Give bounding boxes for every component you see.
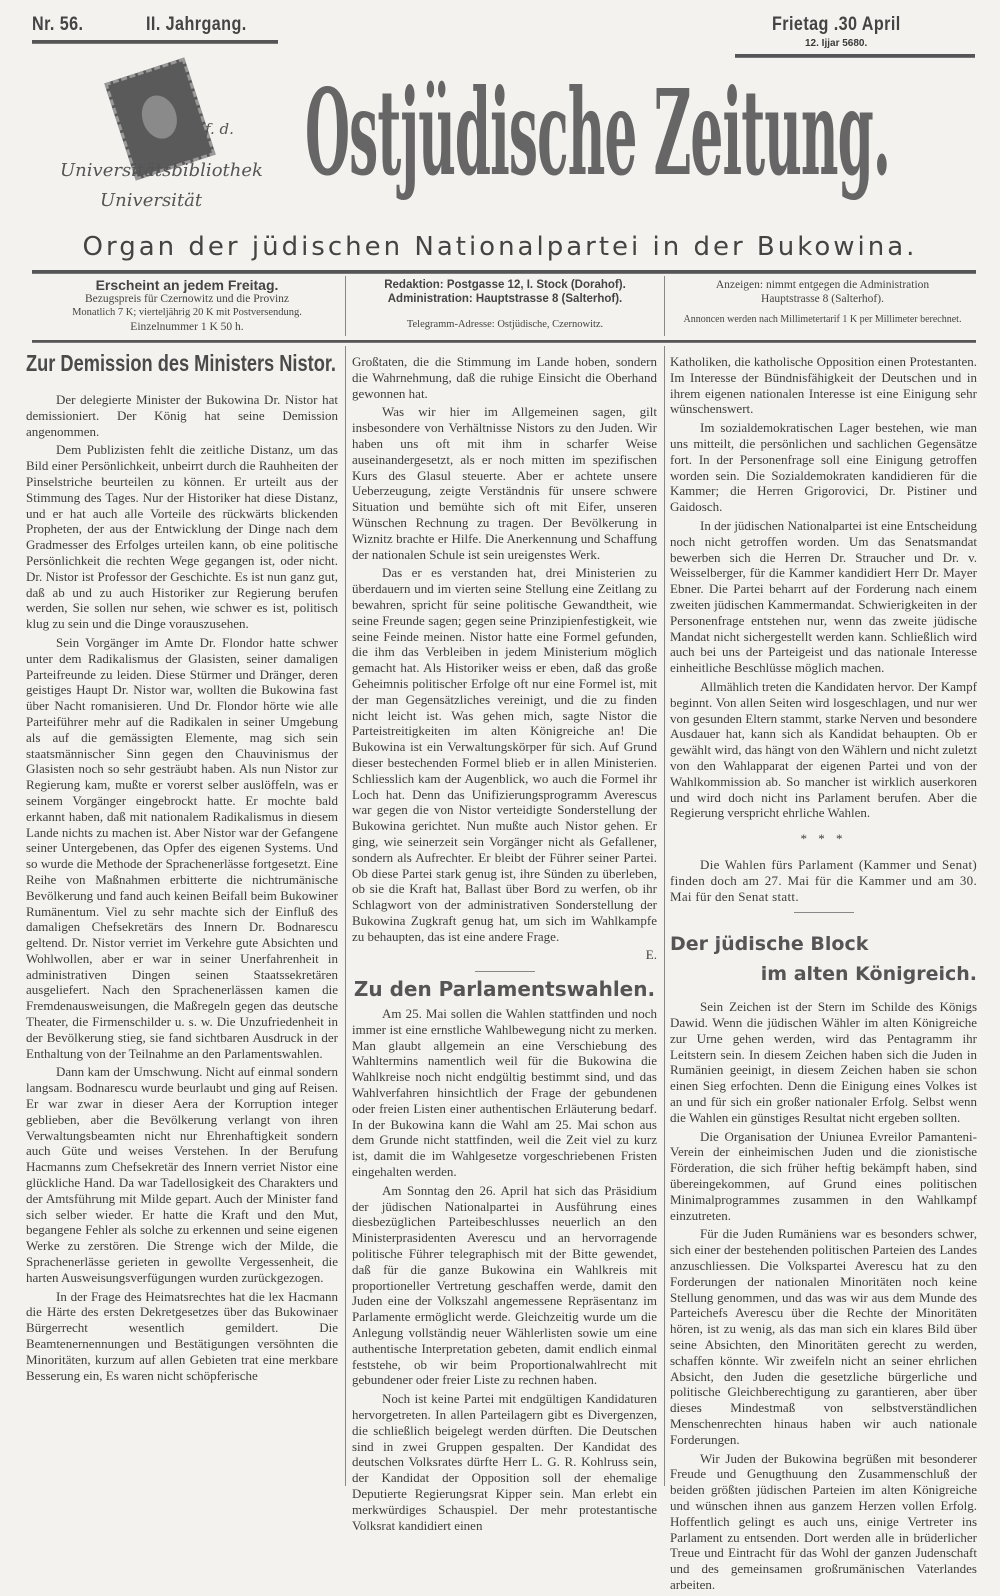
article-title-line: im alten Königreich. (760, 963, 977, 986)
info-rule (32, 340, 976, 343)
handwritten-note-1: f. d. (205, 120, 234, 138)
column-divider (664, 346, 665, 1486)
paragraph: Was wir hier im Allgemeinen sagen, gilt insbesondere von Verhältnisse Nistors zu den Juden. Wir haben uns oft mit ihm in scharfer Weise auseinandergesetzt, als er noch mitten im spezifischen Kurs des Glasul steuerte. Aber er achtete unsere Ueberzeugung, zeigte Verständnis für unsere schwere Situation und bemühte sich oft mit Eifer, unseren Wünschen Rechnung zu tragen. Der Bevölkerung in Wiznitz brachte er Hilfe. Die Anerkennung und Schaffung der nationalen Schule ist sein ureigenstes Werk. (352, 404, 657, 562)
info-frequency: Erscheint an jedem Freitag. (95, 277, 279, 293)
masthead (305, 58, 895, 208)
election-date-note: Die Wahlen fürs Parlament (Kammer und Senat) finden doch am 27. Mai für die Kammer und am 30. Mai für den Senat statt. (670, 856, 977, 904)
paragraph: In der Frage des Heimatsrechtes hat die lex Hacmann die Härte des ersten Dekretgesetzes über das Bukowinaer Bürgerrecht wesentlich gemildert. Die Beamtenernennungen und Bestätigungen versöhnten die Minoritäten, kurzum auf allen Gebieten trat eine merkbare Besserung ein, Es waren nicht schöpferische (26, 1288, 338, 1383)
paragraph: Im sozialdemokratischen Lager bestehen, wie man uns mitteilt, die persönlichen und sachlichen Gegensätze fort. In der Personenfrage soll eine Einigung getroffen worden sein. Die Sozialdemokraten kandidieren für die Kammer; die Herren Grigorovici, Dr. Pistiner und Gaidosch. (670, 420, 977, 515)
volume: II. Jahrgang. (146, 14, 247, 35)
article-title-nistor-wrap (26, 350, 338, 386)
masthead-subtitle: Organ der jüdischen Nationalpartei in der Bukowina. (82, 232, 918, 262)
info-line: Administration: Hauptstrasse 8 (Salterhof). (387, 293, 623, 305)
paragraph: Katholiken, die katholische Opposition einen Protestanten. Im Interesse der Bündnisfähigkeit der Deutschen und in ihrem eigenen nationalen Interesse ist eine Einigung sehr wünschenswert. (670, 354, 977, 417)
paragraph: Dem Publizisten fehlt die zeitliche Distanz, um das Bild einer Persönlichkeit, unbeirrt durch die Rauhheiten der Pinselstriche beurteilen zu können. Er urteilt aus der Stimmung des Tages. Nur der Historiker hat diese Distanz, und er hat auch alle Vorteile des rückwärts blickenden Propheten, der aus der Entwicklung der Dinge nach dem Gradmesser des Erfolges urteilen kann, ob eine politische Persönlichkeit die rechten Wege gegangen ist, oder nicht. Dr. Nistor ist Professor der Geschichte. Es ist nun ganz gut, daß ab und zu auch Historiker zur Regierung berufen werden, Sie sollen nur sehen, wie schwer es ist, politisch klug zu sein und die Dinge vorauszusehen. (26, 442, 338, 632)
header-rule-left (32, 40, 278, 44)
paragraph: Allmählich treten die Kandidaten hervor. Der Kampf beginnt. Von allen Seiten wird losgeschlagen, und nur wer von gesunden Eltern stammt, starke Nerven und besondere Ausdauer hat, kann sich als Kandidat behaupten. Ob er gewählt wird, das hängt von den Wählern und nicht zuletzt von den Wahlapparat der eigenen Partei und von der Wahlkommission ab. So mancher ist wirklich auserkoren und wird doch nicht ins Parlament berufen. Aber die Regierung verspricht ehrliche Wahlen. (670, 678, 977, 821)
paragraph: Am Sonntag den 26. April hat sich das Präsidium der jüdischen Nationalpartei in Ausführung eines diesbezüglichen Parteibeschlusses neuerlich an den Ministerprasidenten Averescu und an hervorragende politische Führer telegraphisch mit der Bitte gewendet, daß für die ganze Bukowina ein Wahlkreis mit proportioneller Vertretung geschaffen werde, damit den Juden eine der Volkszahl angemessene Repräsentanz im Parlamente ermöglicht werde. Gleichzeitig wurde um die Anlegung vollständig neuer Wählerlisten sowie um eine authentische Interpretation gebeten, damit endlich einmal feststehe, ob wir beim Proportionalwahlrecht mit gebundener oder freier Liste zu rechnen haben. (352, 1182, 657, 1388)
paragraph: Für die Juden Rumäniens war es besonders schwer, sich einer der bestehenden politischen Parteien des Landes anzuschliessen. Die Volkspartei Averescu hat zu den Forderungen der nationalen Minoritäten noch keine Stellung genommen, und das was wir aus dem Munde des Parteichefs Averescu über die Rechte der Minoritäten hören, ist zu wenig, als das man sich ein klares Bild über seine Absichten, den Minoritäten gerecht zu werden, schaffen könnte. Wir zweifeln nicht an seiner ehrlichen Absicht, den Juden die gesetzliche bürgerliche und politische Gleichberechtigung zu garantieren, aber über dieses Mindestmaß von selbstverständlichen Menschenrechten hinaus haben wir auch nationale Forderungen. (670, 1226, 977, 1447)
column-2 (352, 354, 657, 1536)
article-body-nistor-cont (352, 354, 657, 944)
info-line: Redaktion: Postgasse 12, I. Stock (Dorahof). (384, 279, 626, 291)
info-divider (345, 276, 346, 336)
section-stars: * * * (800, 831, 847, 847)
info-line: Hauptstrasse 8 (Salterhof). (761, 293, 884, 305)
article-title-wahlen: Zu den Parlamentswahlen. (353, 977, 656, 1002)
handwritten-note-2: Universitätsbibliothek (60, 160, 263, 181)
article-body-wahlen-cont (670, 354, 977, 821)
paragraph: Wir Juden der Bukowina begrüßen mit besonderer Freude und Genugthuung den Zusammenschluß der beiden größten jüdischen Parteien im alten Königreiche und wünschen ihnen aus ganzem Herzen vollen Erfolg. Hoffentlich gelingt es auch uns, einige Vertreter ins Parlament zu entsenden. Dort werden alle in brüderlicher Treue und Eintracht für das Wohl der ganzen Judenschaft und des gemeinsamen großrumänischen Vaterlandes arbeiten. (670, 1450, 977, 1592)
masthead-title: Ostjüdische Zeitung. (305, 63, 890, 202)
article-body-wahlen (352, 1006, 657, 1533)
article-separator (794, 912, 854, 913)
column-divider (345, 346, 346, 1486)
paragraph: In der jüdischen Nationalpartei ist eine Entscheidung noch nicht getroffen worden. Um das Senatsmandat bewerben sich die Herren Dr. Straucher und Dr. v. Weisselberger, für die Kammer kandidiert Herr Dr. Mayer Ebner. Die Partei beharrt auf der Forderung nach einem zweiten jüdischen Kammermandat. Schwierigkeiten in der Personenfrage entstehen nur, wenn das zweite jüdische Mandat nicht sichergestellt werden kann. Schließlich wird auch bei uns der Parteigeist und das nationale Interesse einheitliche Beschlüsse möglich machen. (670, 517, 977, 676)
article-title-nistor: Zur Demission des Ministers Nistor. (26, 350, 336, 376)
info-telegram: Telegramm-Adresse: Ostjüdische, Czernowitz. (406, 319, 604, 330)
article-title-block (670, 929, 977, 989)
paragraph: Am 25. Mai sollen die Wahlen stattfinden und noch immer ist eine ernstliche Wahlbewegung nicht zu merken. Man glaubt allgemein an eine Verschiebung des Wahltermins namentlich weil für die Bukowina die Wahlkreise noch nicht endgültig bestimmt sind, und das Wahlverfahren hinsichtlich der Frage der gebundenen oder freien Listen einer authentischen Erläuterung bedarf. In der Bukowina kann die Wahl am 25. Mai schon aus dem Grunde nicht stattfinden, weil die Zeit viel zu kurz ist, damit die im Wahlgesetze vorgeschriebenen Fristen eingehalten werden. (352, 1006, 657, 1180)
info-line: Monatlich 7 K; vierteljährig 20 K mit Postversendung. (72, 307, 302, 318)
info-ads (670, 278, 975, 326)
paragraph: Großtaten, die die Stimmung im Lande hoben, sondern die Wahrnehmung, daß die ruhige Einsicht die Oberhand gewonnen hat. (352, 354, 657, 401)
article-body-block (670, 999, 977, 1592)
issue-date: Frietag .30 April (772, 14, 901, 35)
paragraph: Der delegierte Minister der Bukowina Dr. Nistor hat demissioniert. Der König hat seine Demission angenommen. (26, 392, 338, 439)
masthead-rule (32, 270, 976, 274)
paragraph: Dann kam der Umschwung. Nicht auf einmal sondern langsam. Bodnarescu wurde beurlaubt und ging auf Reisen. Er war zwar in dieser Aera der Korruption integer geblieben, aber die Bevölkerung verlangt von ihren Verwaltungsbeamten nicht nur Ehrenhaftigkeit sondern auch Güte und weises Verstehen. In der Berufung Hacmanns zum Chefsekretär des Innern verriet Nistor eine glückliche Hand. Da war Tadellosigkeit des Charakters und der Amtsführung mit Milde gepart. Auch der Minister fand sich selber wieder. Er hatte die Kraft und den Mut, begangene Fehler als solche zu erkennen und seine eigenen Werke zu zerstören. Die Strenge wich der Milde, die Sprachenerlässe gerieten in gewollte Vergessenheit, die harten Ausweisungsverfügungen wurden zurückgezogen. (26, 1064, 338, 1285)
article-separator (475, 971, 535, 972)
info-line: Einzelnummer 1 K 50 h. (130, 321, 244, 333)
paragraph: Das er es verstanden hat, drei Ministerien zu überdauern und im vierten seine Stellung eine Zeitlang zu bewahren, spricht für seine politische Gewandtheit, wie seine Freunde sagen; gegen seine Prinzipienfestigkeit, wie seine Feinde meinen. Nistor hatte eine Formel gefunden, die ihm das Verbleiben in jedem Ministerium möglich gemacht hat. Als Historiker weiss er eben, daß das große Geheimnis politischer Erfolge oft nur eine Formel ist, mit der man Gegensätzliches vereinigt, und die zu finden nicht leicht ist. Was gehen mich, sagte Nistor die Parteistreitigkeiten im alten Königreiche an! Die Bukowina ist ein Verwaltungskörper für sich. Auf Grund dieser bestechenden Formel blieb er in allen Ministerien. Schliesslich kam der Augenblick, wo auch die Formel ihr Loch hat. Denn das Unifizierungsprogramm Averescus war gegen die von Nistor verteidigte Sonderstellung der Bukowina gerichtet. Nun mußte auch Nistor gehen. Er ging, wie seinerzeit sein Vorgänger nicht als Gefallener, sondern als Aufrechter. Er bleibt der Führer seiner Partei. Ob diese Partei stark genug ist, ihre Sünden zu überleben, ob sie die Kraft hat, Ballast über Bord zu werfen, ob ihr Schlagwort von der administrativen Sonderstellung der Bukowina Zugkraft genug hat, um sich im Wahlkampfe zu behaupten, das ist eine andere Frage. (352, 565, 657, 944)
paragraph: Sein Vorgänger im Amte Dr. Flondor hatte schwer unter dem Radikalismus der Glasisten, seiner damaligen Parteifreunde zu leiden. Diese Stürmer und Dränger, deren geistiges Haupt Dr. Nistor war, wollten die Bukowina fast über Nacht romanisieren. Und Dr. Flondor hörte wie alle Parteiführer mehr auf die Radikalen in seiner Umgebung als auf die gemässigten Elemente, mag sich sein staatsmännischer Sinn gegen den Chauvinismus der Glasisten noch so sehr gesträubt haben. Als nun Nistor zur Regierung kam, mußte er vorerst selber auslöffeln, was er seinem Vorgänger eingebrockt hatte. Er mochte bald erkannt haben, daß mit nationalem Radikalismus in diesem Lande nichts zu machen ist. Aber Nistor war der Gefangene seiner Untergebenen, das Opfer des eigenen Systems. Und so wurde die Methode der Sprachenerlässe fortgesetzt. Eine Reihe von Maßnahmen erbitterte die nichtrumänische Bevölkerung und fand auch keinen Beifall beim Bukowiner Rumänentum. Viel zu sehr machte sich der Einfluß des damaligen Chefsekretärs des Innern Dr. Bodnarescu geltend. Dr. Nistor verriet im Verkehre gute Absichten und Wohlwollen, aber er war in seiner Unerfahrenheit in administrativen Dingen seinen Staatssekretären ausgeliefert. Nach den Sprachenerlässen kamen die Fremdenausweisungen, die Maßregeln gegen das deutsche Theater, die Firmenschilder u. s. w. Die Unzufriedenheit in der Bevölkerung stieg, sie fand sichtbaren Ausdruck in der Enthaltung von der Teilnahme an den Parlamentswahlen. (26, 634, 338, 1061)
article-signature: E. (645, 947, 657, 963)
info-editorial (350, 278, 660, 332)
column-3 (670, 354, 977, 1596)
handwritten-note-3: Universität (100, 190, 203, 211)
info-note: Annoncen werden nach Millimetertarif 1 K per Millimeter berechnet. (683, 314, 962, 325)
info-line: Anzeigen: nimmt entgegen die Administration (715, 279, 930, 291)
info-divider (664, 276, 665, 336)
paragraph: Noch ist keine Partei mit endgültigen Kandidaturen hervorgetreten. In allen Parteilagern gibt es Divergenzen, die schließlich beigelegt werden dürften. Die Deutschen sind in zwei Gruppen gespalten. Der Kandidat des deutschen Volksrates dürfte Herr L. G. R. Kohlruss sein, der Kandidat der Opposition soll der ehemalige Deputierte Regierungsrat Kipper sein. Man erlebt ein merkwürdiges Schauspiel. Der mehr protestantische Volksrat kandidiert einen (352, 1391, 657, 1533)
info-line: Bezugspreis für Czernowitz und die Provinz (84, 293, 290, 305)
column-1 (26, 350, 338, 1386)
issue-number: Nr. 56. (32, 14, 84, 35)
article-body-nistor (26, 392, 338, 1383)
paragraph: Die Organisation der Uniunea Evreilor Pamanteni-Verein der einheimischen Juden und die zionistische Förderation, die sich früher heftig bekämpft haben, sind übereingekommen, auf Grund eines politischen Minimalprogrammes zusammen in den Wahlkampf einzutreten. (670, 1128, 977, 1223)
info-subscription (32, 278, 342, 334)
paragraph: Sein Zeichen ist der Stern im Schilde des Königs Dawid. Wenn die jüdischen Wähler im alten Königreiche zur Urne gehen werden, wird das Pentagramm ihr Leitstern sein. In diesem Zeichen haben sich die Juden in Rumänien geeinigt, in diesem Zeichen haben sie schon einen Sieg erfochten. Denn die Einigung eines Volkes ist an und für sich ein großer nationaler Erfolg. Selbst wenn die Wahlen ein günstiges Resultat nicht ergeben sollten. (670, 999, 977, 1125)
article-title-line: Der jüdische Block (670, 933, 869, 956)
hebrew-date: 12. Ijjar 5680. (805, 38, 868, 49)
